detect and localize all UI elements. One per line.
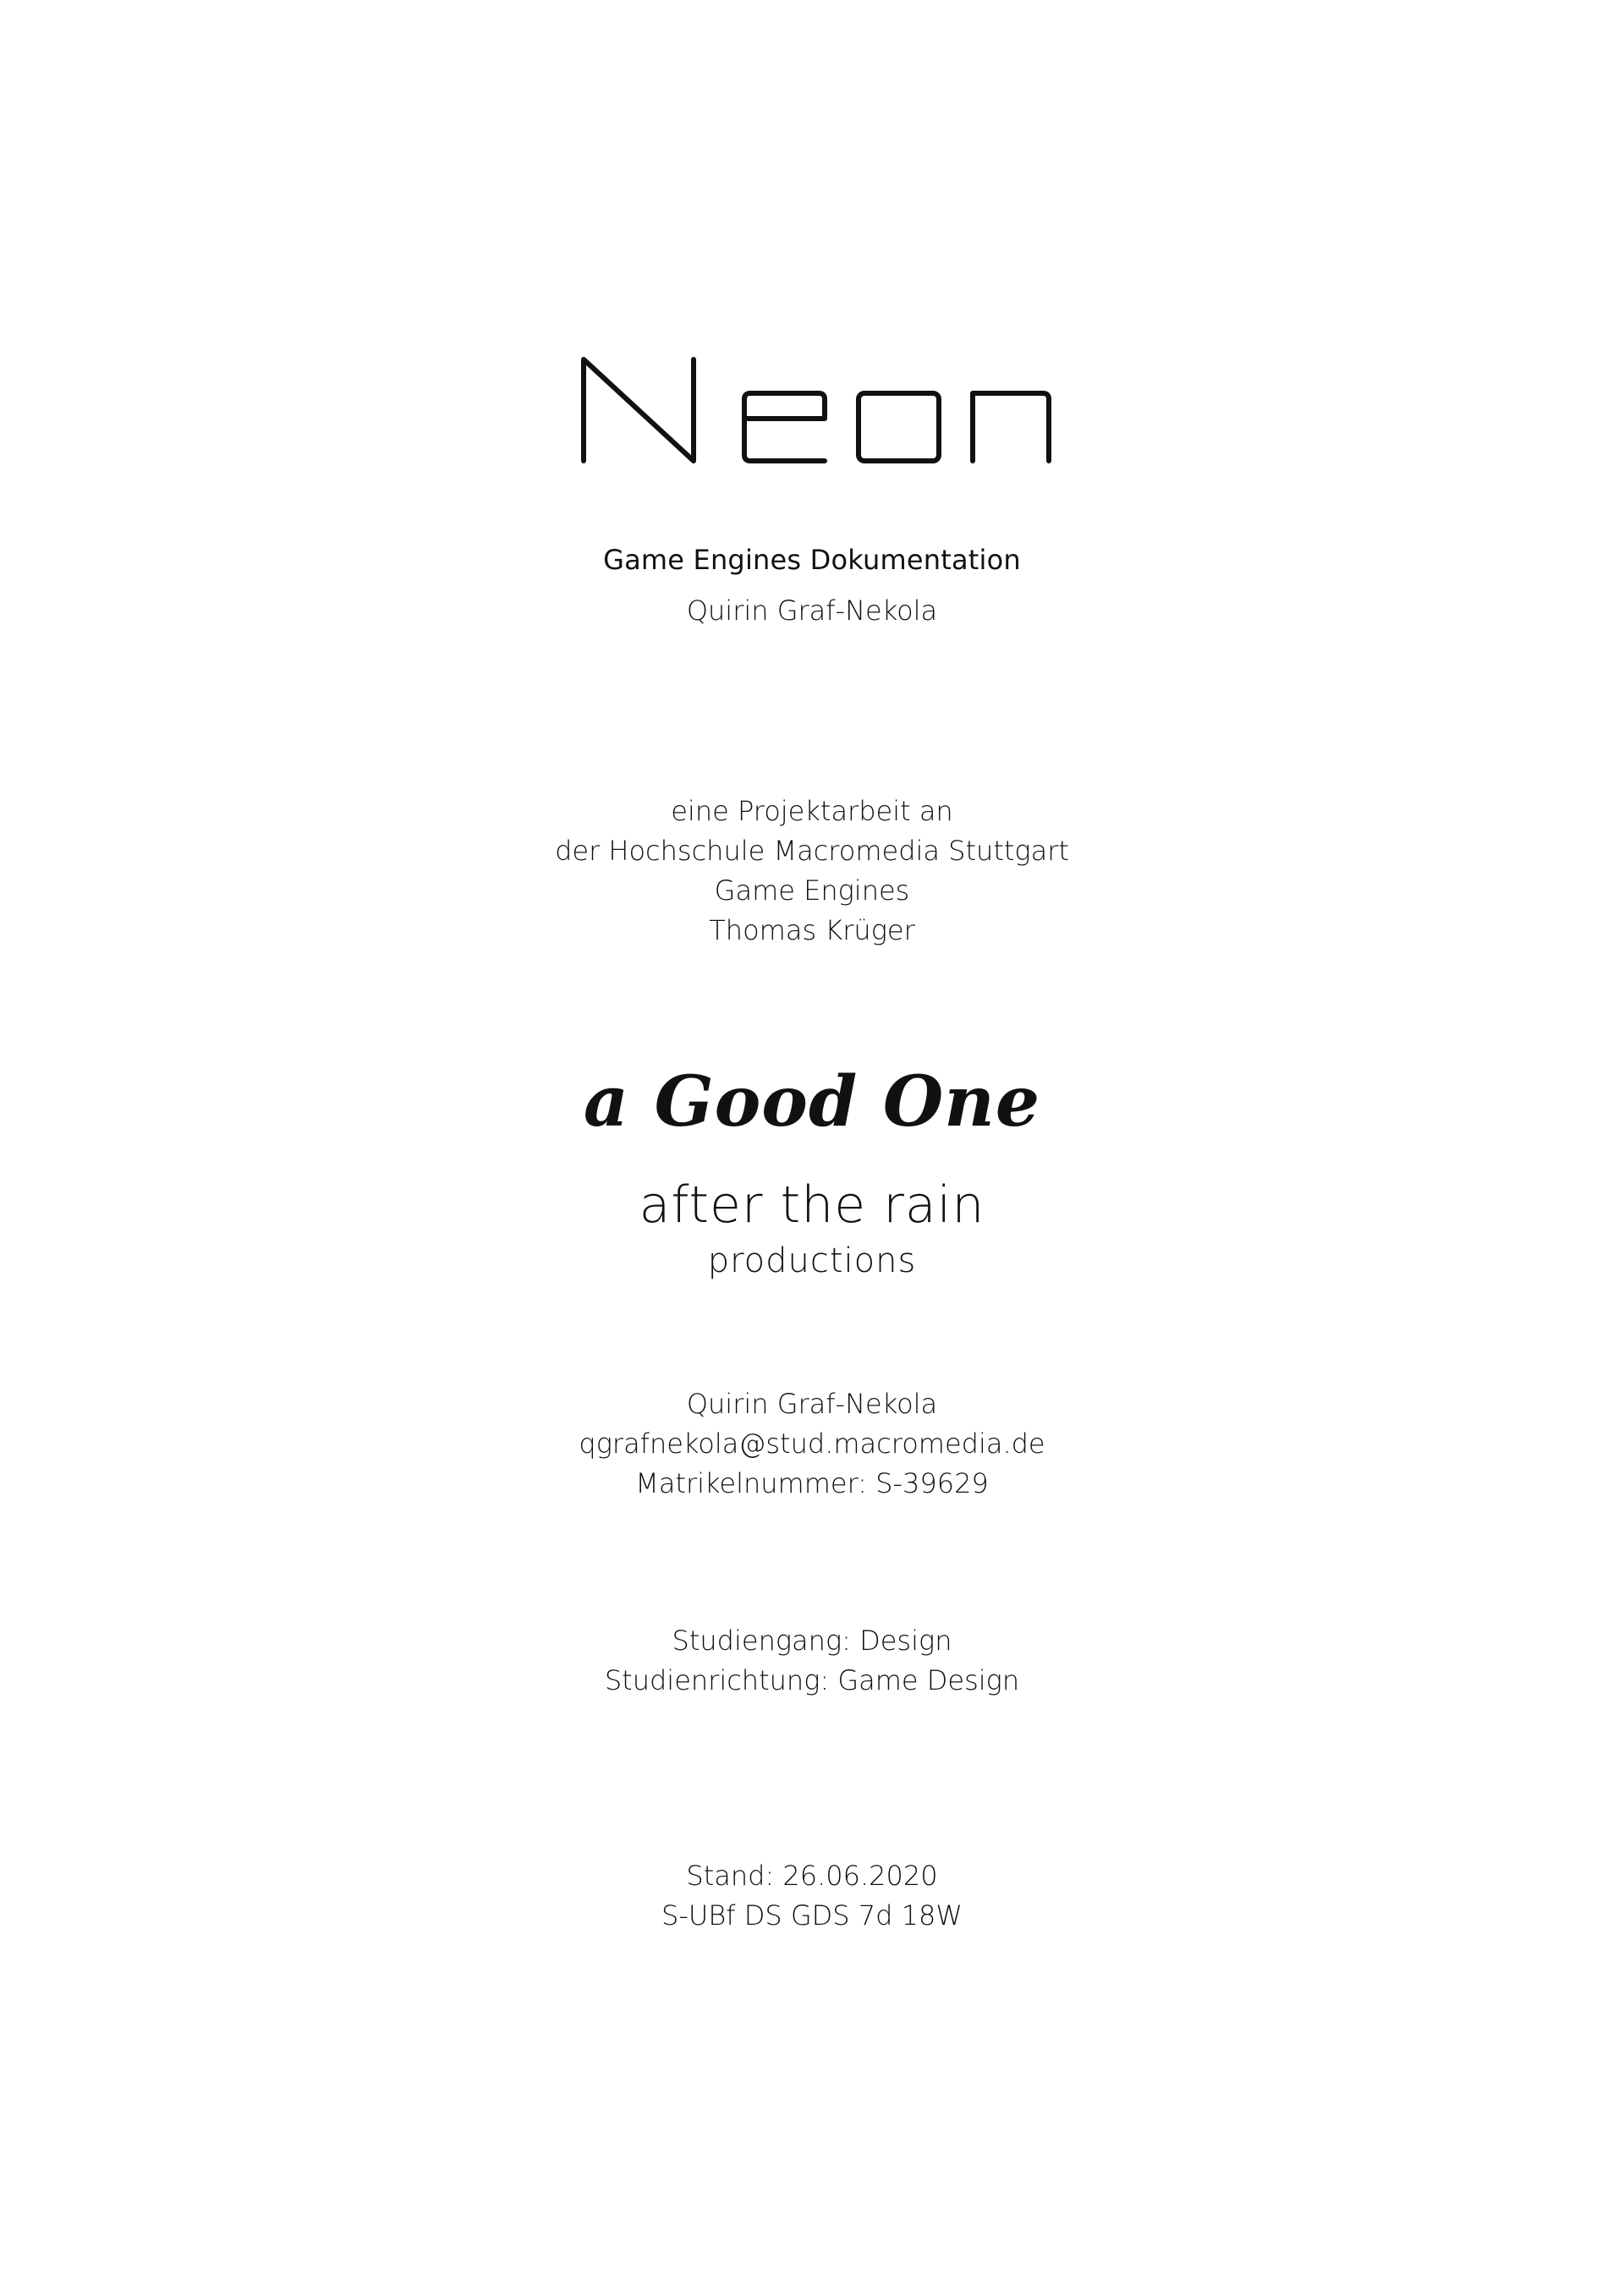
document-subtitle: Game Engines Dokumentation [603,544,1021,576]
brand-logo-line3: productions [707,1241,917,1280]
project-line: eine Projektarbeit an [671,795,953,827]
author-name: Quirin Graf-Nekola [686,595,938,627]
project-line: Thomas Krüger [709,914,915,946]
contact-name: Quirin Graf-Nekola [686,1388,938,1420]
stand-date: Stand: 26.06.2020 [686,1860,938,1892]
contact-email: qgrafnekola@stud.macromedia.de [579,1427,1045,1460]
stand-code: S-UBf DS GDS 7d 18W [661,1899,963,1932]
contact-matrikel: Matrikelnummer: S-39629 [635,1467,989,1499]
study-info [0,1621,1624,1701]
brand-logo-line2: after the rain [639,1175,985,1235]
studiengang: Studiengang: Design [672,1625,952,1657]
contact-info [0,1384,1624,1504]
stand-info [0,1856,1624,1936]
project-line: der Hochschule Macromedia Stuttgart [555,835,1069,867]
project-info [0,792,1624,951]
neon-title-logo [579,355,1053,465]
brand-logo-main: a Good One [583,1061,1041,1143]
project-line: Game Engines [714,874,910,907]
studienrichtung: Studienrichtung: Game Design [604,1664,1020,1696]
